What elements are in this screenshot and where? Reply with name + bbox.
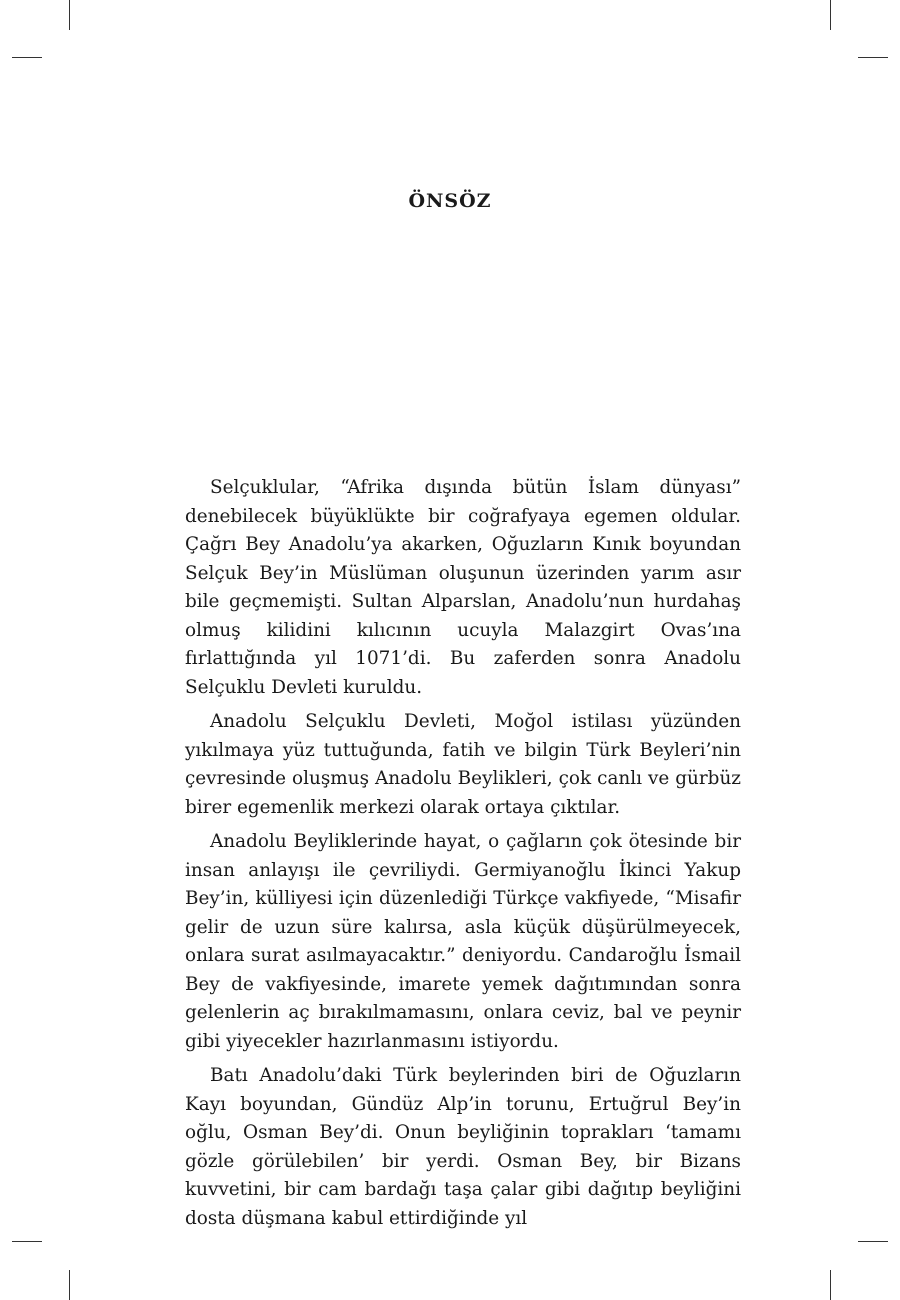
paragraph-1: Selçuklular, “Afrika dışında bütün İslam dünyası” denebilecek büyüklükte bir coğrafyaya egemen oldular. Çağrı Bey Anadolu’ya akarken, Oğuzların Kınık boyundan Selçuk Bey’in Müslüman oluşunun üzerinden yarım asır bile geçmemişti. Sultan Alparslan, Anadolu’nun hurdahaş olmuş kilidini kılıcının ucuyla Malazgirt Ovas’ına fırlattığında yıl 1071’di. Bu zaferden sonra Anadolu Selçuklu Devleti kuruldu. (185, 477, 741, 698)
crop-mark-top-left-horizontal (12, 57, 42, 58)
paragraph-2: Anadolu Selçuklu Devleti, Moğol istilası yüzünden yıkılmaya yüz tuttuğunda, fatih ve bilgin Türk Beyleri’nin çevresinde oluşmuş Anadolu Beylikleri, çok canlı ve gürbüz birer egemenlik merkezi olarak ortaya çıktılar. (185, 711, 741, 818)
crop-mark-bottom-right-horizontal (858, 1241, 888, 1242)
crop-mark-top-right-vertical (830, 0, 831, 30)
crop-mark-top-left-vertical (69, 0, 70, 30)
page-title: ÖNSÖZ (408, 190, 492, 212)
crop-mark-top-right-horizontal (858, 57, 888, 58)
crop-mark-bottom-left-horizontal (12, 1241, 42, 1242)
paragraph-4: Batı Anadolu’daki Türk beylerinden biri de Oğuzların Kayı boyundan, Gündüz Alp’in torunu, Ertuğrul Bey’in oğlu, Osman Bey’di. Onun beyliğinin toprakları ‘tamamı gözle görülebilen’ bir yerdi. Osman Bey, bir Bizans kuvvetini, bir cam bardağı taşa çalar gibi dağıtıp beyliğini dosta düşmana kabul ettirdiğinde yıl (185, 1065, 741, 1229)
paragraph-3: Anadolu Beyliklerinde hayat, o çağların çok ötesinde bir insan anlayışı ile çevriliydi. Germiyanoğlu İkinci Yakup Bey’in, külliyesi için düzenlediği Türkçe vakfiyede, “Misafir gelir de uzun süre kalırsa, asla küçük düşürülmeyecek, onlara surat asılmayacaktır.” deniyordu. Candaroğlu İsmail Bey de vakfiyesinde, imarete yemek dağıtımından sonra gelenlerin aç bırakılmamasını, onlara ceviz, bal ve peynir gibi yiyecekler hazırlanmasını istiyordu. (185, 831, 741, 1052)
body-text (185, 474, 741, 1239)
crop-mark-bottom-left-vertical (69, 1270, 70, 1300)
crop-mark-bottom-right-vertical (830, 1270, 831, 1300)
